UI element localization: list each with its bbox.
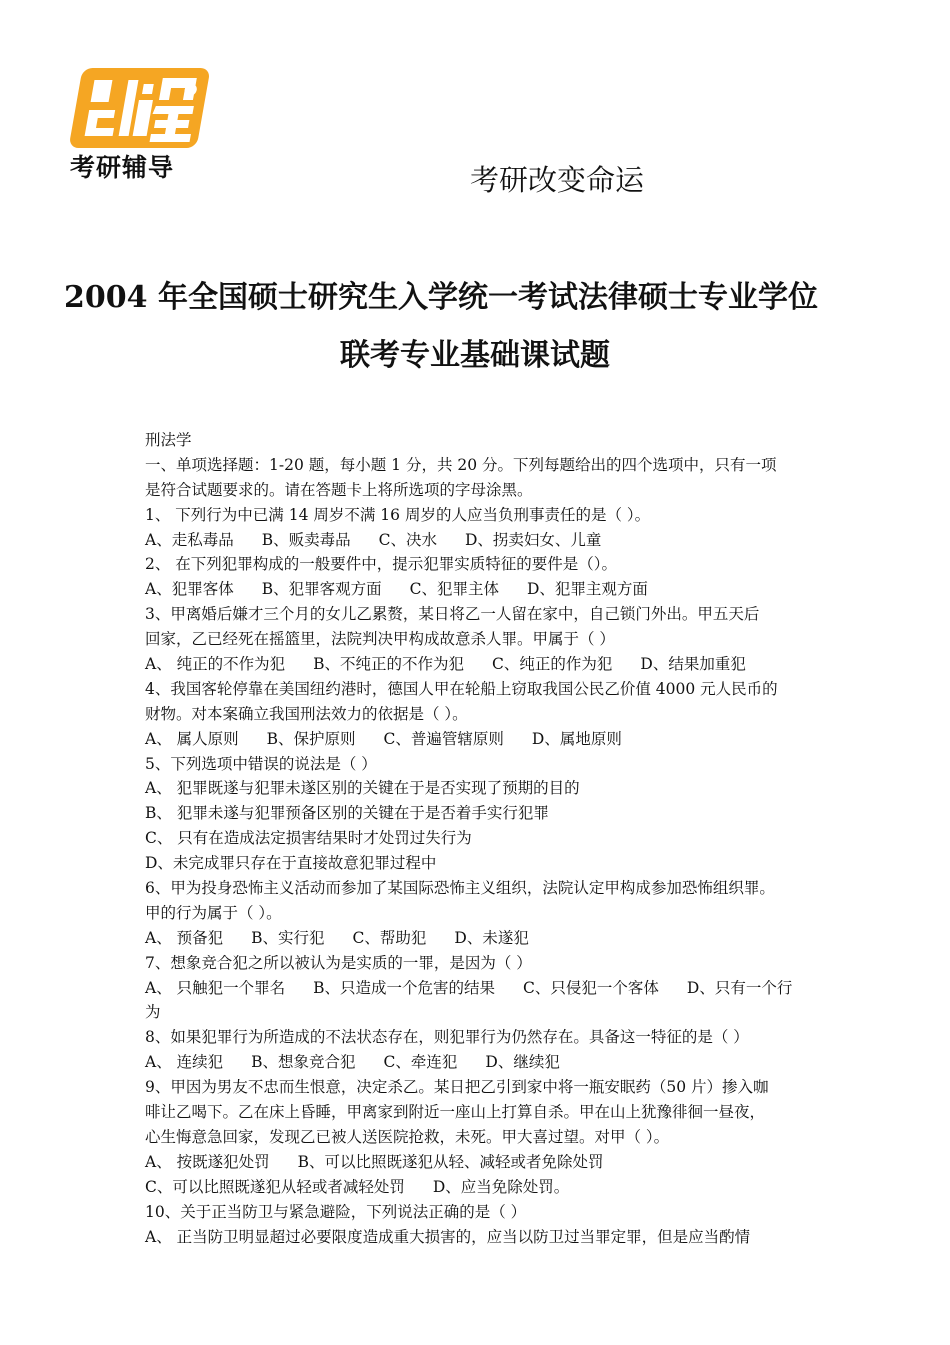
answer-option: C、普遍管辖原则 <box>383 729 504 748</box>
answer-option: D、拐卖妇女、儿童 <box>464 530 602 549</box>
answer-option: 为 <box>145 1003 161 1022</box>
option-row <box>145 1175 905 1200</box>
answer-option: D、继续犯 <box>485 1053 560 1072</box>
question-stem: 3、甲离婚后嫌才三个月的女儿乙累赘，某日将乙一人留在家中，自己锁门外出。甲五天后 <box>145 605 760 624</box>
option-row <box>145 826 905 851</box>
answer-option: C、 只有在造成法定损害结果时才处罚过失行为 <box>145 829 472 848</box>
option-row <box>145 528 905 553</box>
option-row <box>145 1150 905 1175</box>
option-row <box>145 1050 905 1075</box>
option-row <box>145 727 905 752</box>
answer-option: A、 连续犯 <box>145 1053 224 1072</box>
answer-option: B、保护原则 <box>266 729 356 748</box>
option-row <box>145 652 905 677</box>
option-row <box>145 801 905 826</box>
answer-option: B、想象竞合犯 <box>251 1053 356 1072</box>
answer-option: A、走私毒品 <box>145 530 234 549</box>
option-row <box>145 577 905 602</box>
answer-option: C、牵连犯 <box>383 1053 458 1072</box>
answer-option: D、未遂犯 <box>454 928 529 947</box>
option-row <box>145 851 905 876</box>
question-stem: 6、甲为投身恐怖主义活动而参加了某国际恐怖主义组织，法院认定甲构成参加恐怖组织罪。 <box>145 879 775 898</box>
answer-option: A、 只触犯一个罪名 <box>145 978 286 997</box>
answer-option: B、不纯正的不作为犯 <box>313 655 465 674</box>
question-stem: 8、如果犯罪行为所造成的不法状态存在，则犯罪行为仍然存在。具备这一特征的是（ ） <box>145 1028 749 1047</box>
answer-option: B、犯罪客观方面 <box>261 580 382 599</box>
question-stem: 9、甲因为男友不忠而生恨意，决定杀乙。某日把乙引到家中将一瓶安眠药（50 片）掺入咖 <box>145 1078 769 1097</box>
answer-option: A、犯罪客体 <box>145 580 234 599</box>
answer-option: A、 按既遂犯处罚 <box>145 1152 270 1171</box>
question-stem: 4、我国客轮停靠在美国纽约港时，德国人甲在轮船上窃取我国公民乙价值 4000 元人民币的 <box>145 679 778 698</box>
answer-option: C、决水 <box>378 530 437 549</box>
answer-option: D、未完成罪只存在于直接故意犯罪过程中 <box>145 854 437 873</box>
answer-option: D、犯罪主观方面 <box>526 580 648 599</box>
option-row <box>145 1225 905 1250</box>
answer-option: B、可以比照既遂犯从轻、减轻或者免除处罚 <box>297 1152 604 1171</box>
question-stem: 1、 下列行为中已满 14 周岁不满 16 周岁的人应当负刑事责任的是（ ）。 <box>145 505 651 524</box>
option-row <box>145 776 905 801</box>
option-row <box>145 926 905 951</box>
question-stem: 回家，乙已经死在摇篮里，法院判决甲构成故意杀人罪。甲属于（ ） <box>145 630 615 649</box>
question-stem: 5、下列选项中错误的说法是（ ） <box>145 754 377 773</box>
question-stem: 2、 在下列犯罪构成的一般要件中，提示犯罪实质特征的要件是（）。 <box>145 555 618 574</box>
option-row <box>145 1000 905 1025</box>
slogan: 考研改变命运 <box>470 163 645 197</box>
page-subtitle: 联考专业基础课试题 <box>340 338 610 373</box>
logo-subtitle: 考研辅导 <box>70 153 175 182</box>
answer-option: C、纯正的作为犯 <box>492 655 613 674</box>
question-stem: 啡让乙喝下。乙在床上昏睡，甲离家到附近一座山上打算自杀。甲在山上犹豫徘徊一昼夜， <box>145 1103 766 1122</box>
answer-option: D、属地原则 <box>531 729 622 748</box>
logo-mark-icon <box>68 68 210 148</box>
question-stem: 7、想象竞合犯之所以被认为是实质的一罪，是因为（ ） <box>145 953 532 972</box>
question-stem: 甲的行为属于（ ）。 <box>145 903 282 922</box>
option-row <box>145 976 905 1001</box>
subject-heading: 刑法学 <box>145 431 192 449</box>
answer-option: D、结果加重犯 <box>640 655 746 674</box>
answer-option: C、只侵犯一个客体 <box>523 978 659 997</box>
answer-option: A、 犯罪既遂与犯罪未遂区别的关键在于是否实现了预期的目的 <box>145 779 580 798</box>
section-intro-line: 是符合试题要求的。请在答题卡上将所选项的字母涂黑。 <box>145 480 533 499</box>
answer-option: A、 预备犯 <box>145 928 224 947</box>
answer-option: D、只有一个行 <box>686 978 793 997</box>
question-list <box>145 503 905 1250</box>
answer-option: C、犯罪主体 <box>409 580 499 599</box>
answer-option: A、 属人原则 <box>145 729 239 748</box>
question-stem: 心生悔意急回家，发现乙已被人送医院抢救，未死。甲大喜过望。对甲（ ）。 <box>145 1127 670 1146</box>
page-title: 2004 年全国硕士研究生入学统一考试法律硕士专业学位 <box>64 280 818 315</box>
section-intro-line: 一、单项选择题：1-20 题，每小题 1 分，共 20 分。下列每题给出的四个选项中，只有一项 <box>145 455 777 474</box>
answer-option: A、 正当防卫明显超过必要限度造成重大损害的，应当以防卫过当罪定罪，但是应当酌情 <box>145 1227 751 1246</box>
answer-option: B、 犯罪未遂与犯罪预备区别的关键在于是否着手实行犯罪 <box>145 804 549 823</box>
answer-option: B、只造成一个危害的结果 <box>313 978 496 997</box>
exam-body <box>145 428 905 1249</box>
answer-option: B、实行犯 <box>251 928 325 947</box>
question-stem: 财物。对本案确立我国刑法效力的依据是（ ）。 <box>145 704 468 723</box>
question-stem: 10、关于正当防卫与紧急避险，下列说法正确的是（ ） <box>145 1202 527 1221</box>
answer-option: D、应当免除处罚。 <box>432 1177 570 1196</box>
answer-option: A、 纯正的不作为犯 <box>145 655 286 674</box>
answer-option: C、帮助犯 <box>352 928 427 947</box>
answer-option: B、贩卖毒品 <box>261 530 351 549</box>
answer-option: C、可以比照既遂犯从轻或者减轻处罚 <box>145 1177 405 1196</box>
